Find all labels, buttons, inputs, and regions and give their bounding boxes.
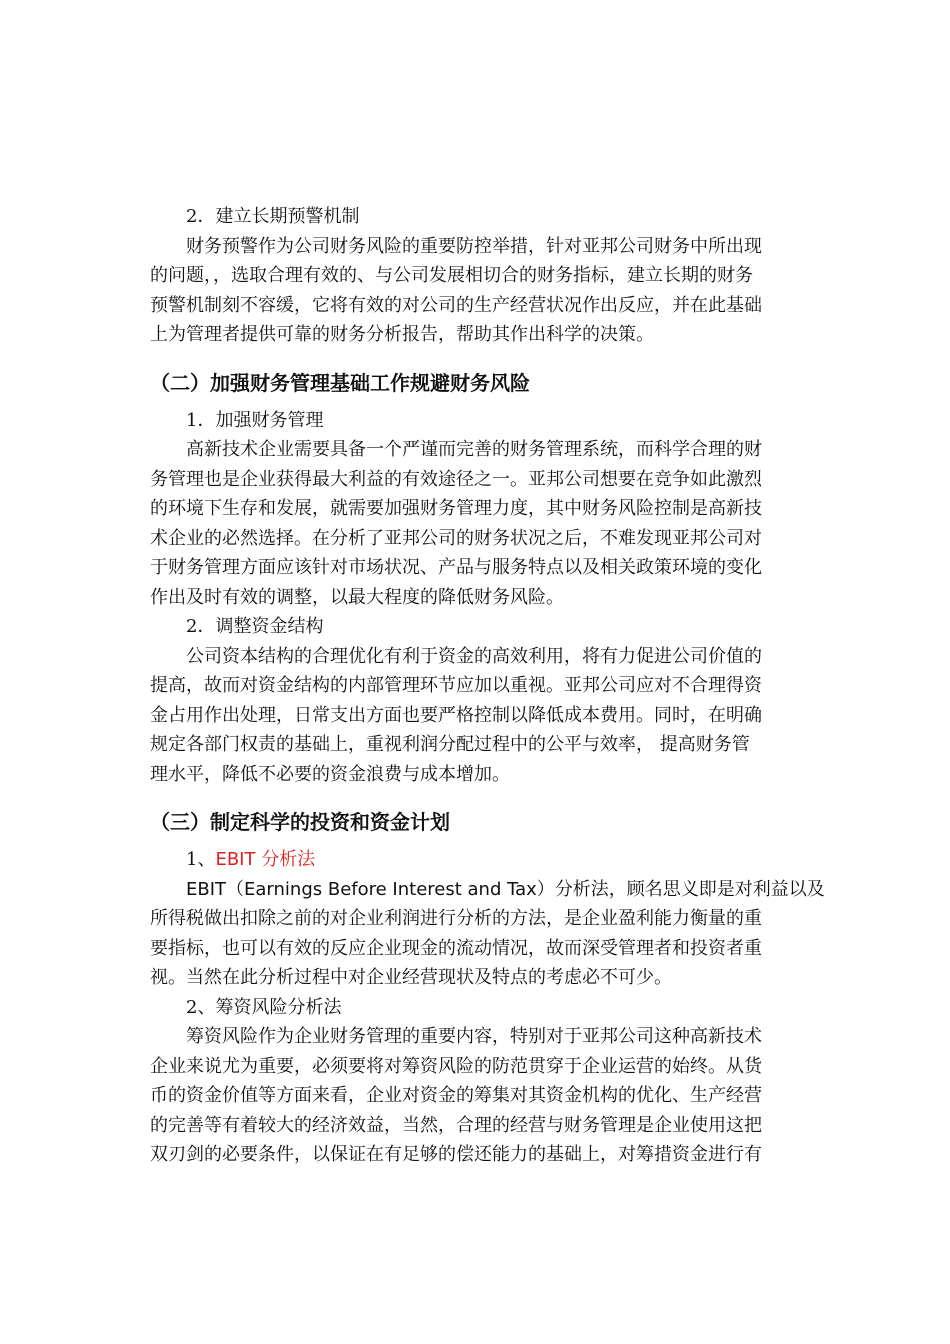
text-line: 的环境下生存和发展，就需要加强财务管理力度，其中财务风险控制是高新技 [150,498,762,519]
text-line: 币的资金价值等方面来看，企业对资金的筹集对其资金机构的优化、生产经营 [150,1085,762,1106]
paragraph-financing-risk [150,1022,802,1170]
text-line: 所得税做出扣除之前的对企业利润进行分析的方法，是企业盈利能力衡量的重 [150,908,762,929]
text-line: 提高，故而对资金结构的内部管理环节应加以重视。亚邦公司应对不合理得资 [150,675,762,696]
paragraph-warning-mechanism [150,232,802,350]
subheading-capital-structure: 2．调整资金结构 [186,616,324,637]
section-heading-investment-plan: （三）制定科学的投资和资金计划 [150,810,450,834]
ebit-title-highlight: EBIT 分析法 [215,849,316,870]
text-line: 财务预警作为公司财务风险的重要防控举措，针对亚邦公司财务中所出现 [186,235,762,257]
text-line [150,875,825,905]
text-line: 于财务管理方面应该针对市场状况、产品与服务特点以及相关政策环境的变化 [150,557,762,578]
text-line: 预警机制刻不容缓，它将有效的对公司的生产经营状况作出反应，并在此基础 [150,294,762,316]
subheading-number: 1、 [186,849,216,870]
subheading-long-term-warning: 2．建立长期预警机制 [186,206,360,227]
ebit-line-rest: 分析法，顾名思义即是对利益以及 [554,878,825,900]
text-line: 的完善等有着较大的经济效益，当然，合理的经营与财务管理是企业使用这把 [150,1114,762,1136]
paragraph-strengthen-management [150,435,802,612]
text-line: 双刃剑的必要条件，以保证在有足够的偿还能力的基础上，对筹措资金进行有 [150,1144,762,1165]
text-line: 要指标，也可以有效的反应企业现金的流动情况，故而深受管理者和投资者重 [150,937,762,959]
text-line: 务管理也是企业获得最大利益的有效途径之一。亚邦公司想要在竞争如此激烈 [150,468,762,490]
subheading-strengthen-management: 1．加强财务管理 [186,409,324,431]
text-line: 的问题，，选取合理有效的、与公司发展相切合的财务指标，建立长期的财务 [150,265,753,286]
text-line: 企业来说尤为重要，必须要将对筹资风险的防范贯穿于企业运营的始终。从货 [150,1055,762,1077]
text-line: 视。当然在此分析过程中对企业经营现状及特点的考虑必不可少。 [150,967,672,988]
text-line: 筹资风险作为企业财务管理的重要内容，特别对于亚邦公司这种高新技术 [186,1026,762,1047]
paragraph-capital-structure [150,642,802,790]
section-heading-financial-management: （二）加强财务管理基础工作规避财务风险 [150,370,530,395]
text-line: 上为管理者提供可靠的财务分析报告，帮助其作出科学的决策。 [150,324,654,345]
subheading-financing-risk: 2、筹资风险分析法 [186,996,342,1018]
text-line: 术企业的必然选择。在分析了亚邦公司的财务状况之后，不难发现亚邦公司对 [150,527,762,549]
subheading-ebit-analysis [150,845,802,875]
paragraph-ebit-analysis [150,875,825,993]
document-body [150,202,825,1170]
text-line: 高新技术企业需要具备一个严谨而完善的财务管理系统，而科学合理的财 [186,439,762,460]
text-line: 公司资本结构的合理优化有利于资金的高效利用，将有力促进公司价值的 [186,645,762,667]
text-line: 理水平，降低不必要的资金浪费与成本增加。 [150,763,510,785]
text-line: 规定各部门权责的基础上，重视利润分配过程中的公平与效率， 提高财务管 [150,734,750,755]
text-line: 金占用作出处理，日常支出方面也要严格控制以降低成本费用。同时，在明确 [150,704,762,726]
text-line: 作出及时有效的调整，以最大程度的降低财务风险。 [150,586,564,608]
ebit-term: EBIT（Earnings Before Interest and Tax） [186,878,555,900]
